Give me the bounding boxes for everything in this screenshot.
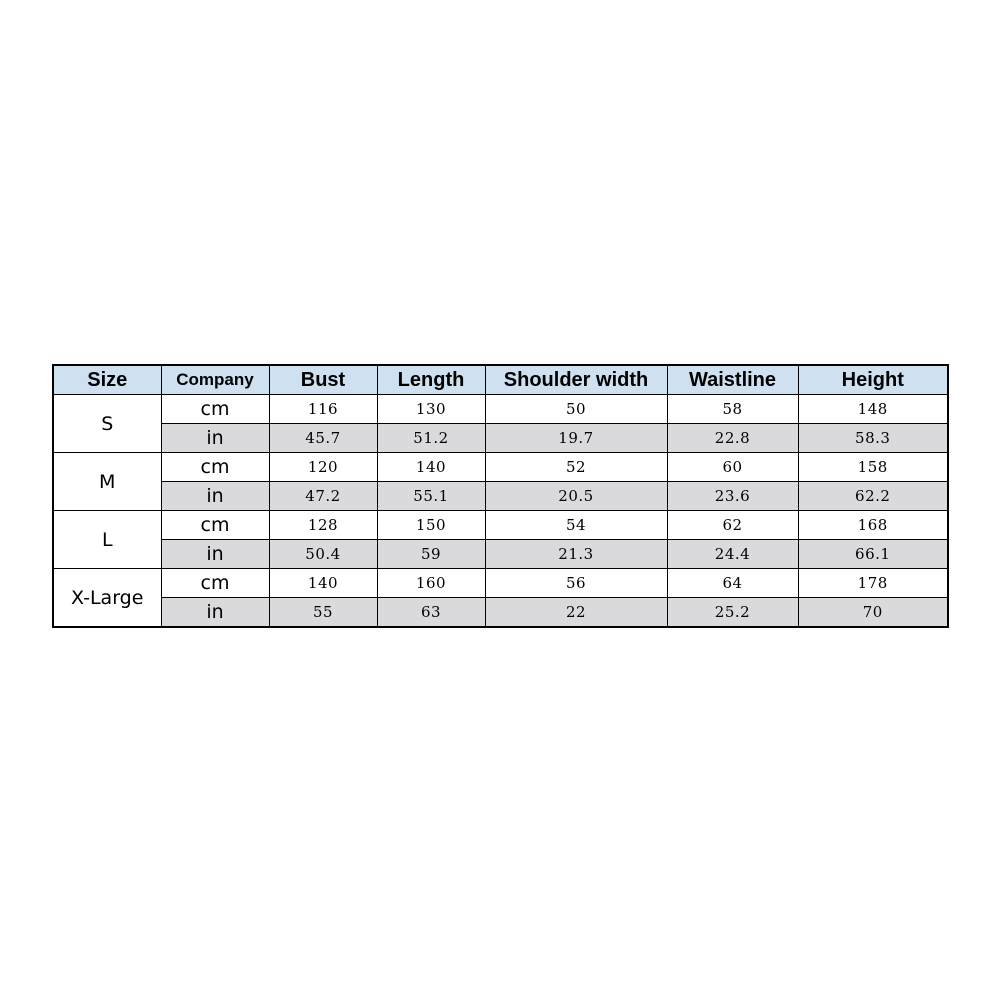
length-value: 63 (377, 598, 485, 628)
length-value: 150 (377, 511, 485, 540)
shoulder-width-value: 20.5 (485, 482, 667, 511)
waistline-value: 58 (667, 395, 798, 424)
unit-label: cm (161, 453, 269, 482)
shoulder-width-value: 56 (485, 569, 667, 598)
bust-value: 47.2 (269, 482, 377, 511)
size-label: M (53, 453, 161, 511)
unit-label: in (161, 540, 269, 569)
height-value: 158 (798, 453, 948, 482)
height-value: 62.2 (798, 482, 948, 511)
length-value: 59 (377, 540, 485, 569)
waistline-value: 60 (667, 453, 798, 482)
table-row (53, 540, 948, 569)
unit-label: in (161, 482, 269, 511)
shoulder-width-value: 52 (485, 453, 667, 482)
unit-label: in (161, 598, 269, 628)
table-row (53, 453, 948, 482)
waistline-value: 24.4 (667, 540, 798, 569)
size-chart-table (52, 364, 949, 628)
bust-value: 116 (269, 395, 377, 424)
unit-label: in (161, 424, 269, 453)
bust-value: 50.4 (269, 540, 377, 569)
length-value: 51.2 (377, 424, 485, 453)
table-row (53, 395, 948, 424)
header-length: Length (377, 365, 485, 395)
height-value: 168 (798, 511, 948, 540)
header-row (53, 365, 948, 395)
height-value: 148 (798, 395, 948, 424)
length-value: 130 (377, 395, 485, 424)
size-label: X-Large (53, 569, 161, 628)
size-label: L (53, 511, 161, 569)
table-row (53, 511, 948, 540)
header-size: Size (53, 365, 161, 395)
length-value: 55.1 (377, 482, 485, 511)
bust-value: 128 (269, 511, 377, 540)
waistline-value: 62 (667, 511, 798, 540)
length-value: 160 (377, 569, 485, 598)
bust-value: 140 (269, 569, 377, 598)
waistline-value: 23.6 (667, 482, 798, 511)
waistline-value: 64 (667, 569, 798, 598)
shoulder-width-value: 21.3 (485, 540, 667, 569)
table-row (53, 482, 948, 511)
unit-label: cm (161, 395, 269, 424)
length-value: 140 (377, 453, 485, 482)
header-shoulder-width: Shoulder width (485, 365, 667, 395)
shoulder-width-value: 19.7 (485, 424, 667, 453)
bust-value: 120 (269, 453, 377, 482)
header-waistline: Waistline (667, 365, 798, 395)
height-value: 58.3 (798, 424, 948, 453)
shoulder-width-value: 50 (485, 395, 667, 424)
header-height: Height (798, 365, 948, 395)
unit-label: cm (161, 511, 269, 540)
height-value: 70 (798, 598, 948, 628)
table-row (53, 569, 948, 598)
height-value: 178 (798, 569, 948, 598)
header-company: Company (161, 365, 269, 395)
shoulder-width-value: 54 (485, 511, 667, 540)
height-value: 66.1 (798, 540, 948, 569)
table-row (53, 424, 948, 453)
waistline-value: 22.8 (667, 424, 798, 453)
shoulder-width-value: 22 (485, 598, 667, 628)
waistline-value: 25.2 (667, 598, 798, 628)
size-label: S (53, 395, 161, 453)
bust-value: 55 (269, 598, 377, 628)
bust-value: 45.7 (269, 424, 377, 453)
table-row (53, 598, 948, 628)
header-bust: Bust (269, 365, 377, 395)
unit-label: cm (161, 569, 269, 598)
